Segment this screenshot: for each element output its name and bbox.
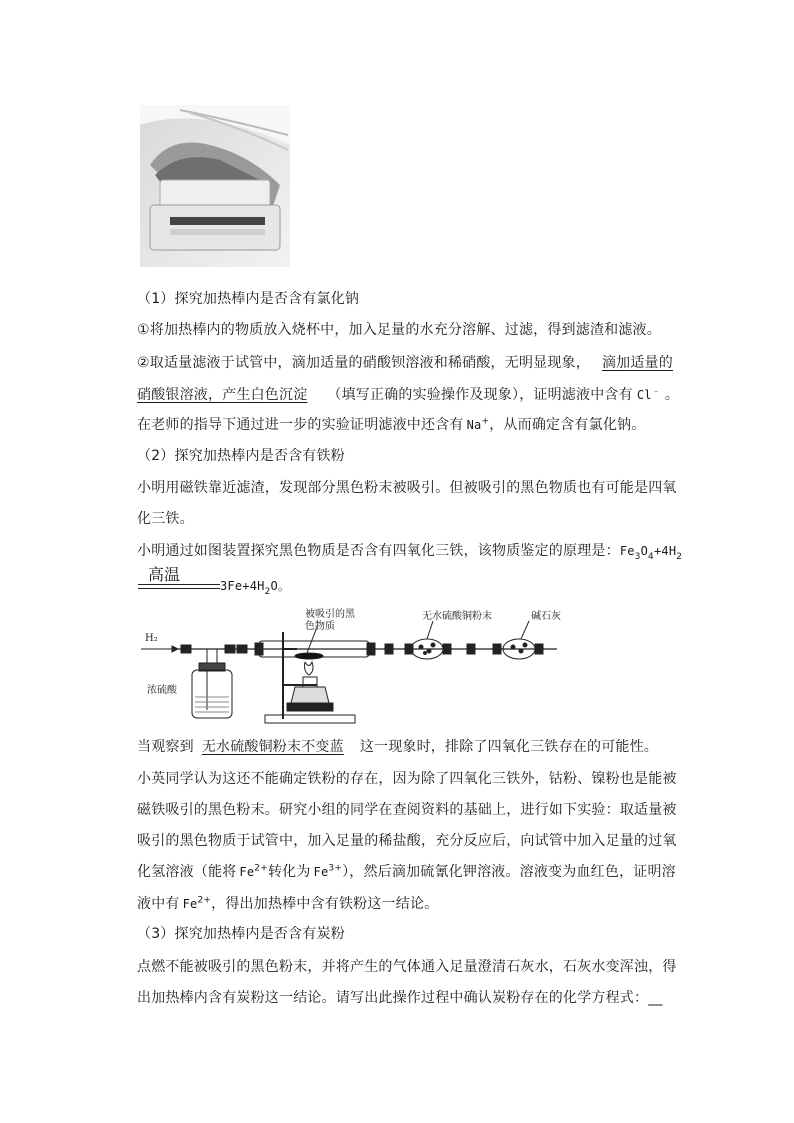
reaction-products: $3Fe+4H_2O$。 [220,579,291,597]
answer-blank-3: __ [648,990,663,1006]
section3-p1-line2: 出加热棒内含有炭粉这一结论。请写出此操作过程中确认炭粉存在的化学方程式：__ [137,990,663,1006]
cuso4-label: 无水硫酸铜粉末 [422,611,492,622]
answer-blank-2: 无水硫酸铜粉末不变蓝 [201,739,344,755]
answer-blank-1: 滴加适量的 [601,355,673,371]
section2-p1-line1: 小明用磁铁靠近滤渣，发现部分黑色粉末被吸引。但被吸引的黑色物质也有可能是四氧 [137,480,677,496]
section2-p1-line2: 化三铁。 [137,511,194,527]
section2-p3-line3: 吸引的黑色物质于试管中，加入足量的稀盐酸，充分反应后，向试管中加入足量的过氧 [137,833,677,849]
conc-acid-label: 浓硫酸 [147,685,177,696]
reaction-condition [138,562,220,594]
section1-note: 在老师的指导下通过进一步的实验证明滤液中还含有 Na+，从而确定含有氯化钠。 [137,416,646,433]
section2-p3-line1: 小英同学认为这还不能确定铁粉的存在，因为除了四氧化三铁外，钴粉、镍粉也是能被 [137,771,677,787]
section1-heading: （1）探究加热棒内是否含有氯化钠 [137,291,360,307]
section2-observation: 当观察到 无水硫酸铜粉末不变蓝 这一现象时，排除了四氧化三铁存在的可能性。 [137,739,659,755]
section3-heading: （3）探究加热棒内是否含有炭粉 [137,926,345,942]
section2-heading: （2）探究加热棒内是否含有铁粉 [137,448,345,464]
condition-label: 高温 [148,565,181,584]
section3-p1-line1: 点燃不能被吸引的黑色粉末，并将产生的气体通入足量澄清石灰水，石灰水变浑浊，得 [137,959,677,975]
black-substance-label-2: 色物质 [305,621,335,632]
h2-label: H₂ [145,633,158,644]
apparatus-diagram [137,607,561,727]
soda-lime-label: 碱石灰 [531,611,561,622]
heating-rod-photo [140,105,290,267]
section2-p3-line2: 磁铁吸引的黑色粉末。研究小组的同学在查阅资料的基础上，进行如下实验：取适量被 [137,802,677,818]
section2-p3-line4: 化氢溶液（能将 $Fe^{2+}$转化为 $Fe^{3+}$），然后滴加硫氰化钾溶液。溶液变为血红色，证明溶 [137,863,676,880]
section2-p3-line5: 液中有 $Fe^{2+}$，得出加热棒中含有铁粉这一结论。 [137,895,439,912]
section2-p2-line1: 小明通过如图装置探究黑色物质是否含有四氧化三铁，该物质鉴定的原理是：$Fe_3O_4+4H_2$ [137,543,683,562]
section1-step2-line1: ②取适量滤液于试管中，滴加适量的硝酸钡溶液和稀硝酸，无明显现象， 滴加适量的 [137,355,673,371]
answer-blank-1-cont: 硝酸银溶液，产生白色沉淀 [137,387,308,403]
section1-step1: ①将加热棒内的物质放入烧杯中，加入足量的水充分溶解、过滤，得到滤渣和滤液。 [137,322,661,338]
section1-step2-line2: 硝酸银溶液，产生白色沉淀 （填写正确的实验操作及现象），证明滤液中含有 Cl﹣ 。 [137,386,680,403]
black-substance-label-1: 被吸引的黑 [305,609,355,620]
